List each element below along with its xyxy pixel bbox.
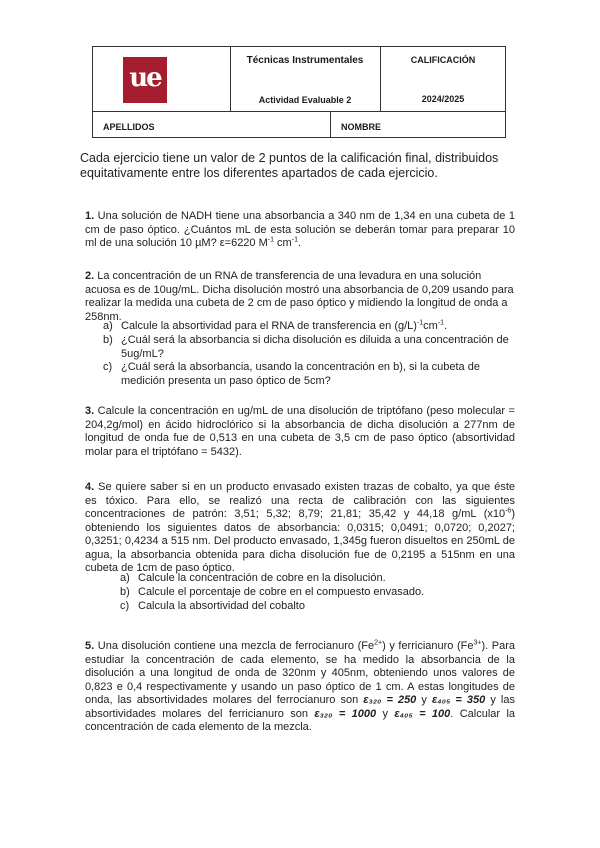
superscript: -1 xyxy=(291,236,298,244)
item-text xyxy=(121,320,447,334)
exercise-text: La concentración de un RNA de transferencia de una levadura en una solución acuosa es de 10ug/mL. Dicha disolución mostró una absorbancia de 0,209 usando para realizar la medida una cubeta de 2 cm de paso óptico y midiendo la longitud de onda a 258nm. xyxy=(85,270,514,323)
superscript: -6 xyxy=(505,507,512,515)
item-text: Calcule el porcentaje de cobre en el compuesto envasado. xyxy=(138,586,425,598)
exercise-number: 2. xyxy=(85,270,95,282)
exercise-text: ) y ferricianuro (Fe xyxy=(382,640,474,652)
surname-label: APELLIDOS xyxy=(103,122,155,132)
punctuation: . xyxy=(297,237,302,249)
ex2-item-b xyxy=(103,334,515,362)
exercise-number: 4. xyxy=(85,481,95,493)
superscript: -1 xyxy=(267,236,274,244)
exercise-text-cont: ) obteniendo los siguientes datos de absorbancia: 0,0315; 0,0491; 0,0720; 0,2027; 0,3251; 0,4234 a 515 nm. Del producto envasado, 1,345g fueron disueltos en 250mL de agua, la absorbancia obtenida para dicha disolución fue de 0,2195 a 515nm en una cubeta de 1cm de paso óptico. xyxy=(85,508,515,574)
item-text: Calcula la absortividad del cobalto xyxy=(138,600,305,612)
divider xyxy=(330,111,331,138)
exercise-text: y xyxy=(416,694,432,706)
superscript: -1 xyxy=(437,319,445,327)
instructions: Cada ejercicio tiene un valor de 2 puntos de la calificación final, distribuidos equitativamente entre los diferentes apartados de cada ejercicio. xyxy=(80,151,499,180)
exercise-number: 3. xyxy=(85,405,95,417)
item-label: c) xyxy=(120,600,130,612)
ex2-item-a xyxy=(103,320,515,334)
activity-title: Actividad Evaluable 2 xyxy=(258,95,352,105)
ex4-item-b xyxy=(120,586,515,600)
exercise-text: Se quiere saber si en un producto envasado existen trazas de cobalto, ya que éste es tóxico. Para ello, se realizó una recta de calibración con las siguientes concentraciones de patrón: 3,51; 5,32; 8,79; 21,81; 35,42 y 44,18 g/mL (x10 xyxy=(85,481,515,520)
exercise-text: y las absortividades molares del ferricianuro son xyxy=(85,694,515,720)
item-text: Calcule la concentración de cobre en la disolución. xyxy=(138,572,386,584)
academic-year: 2024/2025 xyxy=(421,94,465,104)
exercise-text: . Calcular la concentración de cada elemento de la mezcla. xyxy=(85,707,516,733)
formula: ε₃₂₀ = 250 xyxy=(363,694,417,706)
exercise-text: ). Para estudiar la concentración de cada elemento, se ha medido la absorbancia de la disolución a una longitud de onda de 320nm y 405nm, obteniendo unos valores de 0,823 e 0,4 respectivamente y usando un paso óptico de 1 cm. A estas longitudes de onda, las absortividades molares del ferrocianuro son xyxy=(85,640,515,706)
header-table xyxy=(92,46,506,138)
exercise-text: Una disolución contiene una mezcla de ferrocianuro (Fe xyxy=(94,640,375,652)
item-label: b) xyxy=(120,586,130,598)
grade-label: CALIFICACIÓN xyxy=(410,55,476,65)
ex4-item-c xyxy=(120,600,515,614)
exercise-number: 1. xyxy=(85,210,95,222)
formula: ε₄₀₅ = 100 xyxy=(394,707,451,720)
item-text: ¿Cuál será la absorbancia, usando la concentración en b), si la cubeta de medición presenta un paso óptico de 5cm? xyxy=(121,361,480,387)
item-label: a) xyxy=(103,320,113,332)
exercise-1 xyxy=(85,210,515,251)
divider xyxy=(93,111,505,112)
formula: ε₄₀₅ = 350 xyxy=(431,694,486,706)
name-label: NOMBRE xyxy=(341,122,381,132)
ex4-item-a xyxy=(120,572,515,586)
exercise-4 xyxy=(85,481,515,576)
ex2-item-c xyxy=(103,361,515,389)
item-label: c) xyxy=(103,361,113,373)
punctuation: . xyxy=(444,320,448,332)
superscript: 3+ xyxy=(473,639,482,647)
subject-title: Técnicas Instrumentales xyxy=(246,55,364,66)
exercise-text: Calcule la concentración en ug/mL de una disolución de triptófano (peso molecular = 204,2g/mol) en ácido hidroclórico si la absorbancia de dicha disolución a 277nm de longitud de onda fue de 0,513 en una cubeta de 3,5 cm de paso óptico (absortividad molar para el triptófano = 5432). xyxy=(85,405,515,458)
superscript: -1 xyxy=(416,319,424,327)
item-label: a) xyxy=(120,572,130,584)
item-text: ¿Cuál será la absorbancia si dicha disolución es diluida a una concentración de 5ug/mL? xyxy=(121,334,509,360)
exercise-text: Una solución de NADH tiene una absorbancia a 340 nm de 1,34 en una cubeta de 1 cm de paso óptico. ¿Cuántos mL de esta solución se deberán tomar para preparar 10 ml de una solución 10 µM? ε=6220 M xyxy=(85,210,515,249)
unit-text: cm xyxy=(274,237,292,249)
exercise-text: y xyxy=(376,707,395,720)
exercise-number: 5. xyxy=(85,640,95,652)
item-text-main: Calcule la absortividad para el RNA de transferencia en (g/L) xyxy=(121,320,417,332)
superscript: 2+ xyxy=(374,639,383,647)
university-logo xyxy=(123,57,167,103)
unit-text: cm xyxy=(423,320,438,332)
formula: ε₃₂₀ = 1000 xyxy=(314,707,377,720)
exercise-3 xyxy=(85,405,515,459)
logo-text: ue xyxy=(129,63,161,93)
exercise-5 xyxy=(85,640,515,735)
item-label: b) xyxy=(103,334,113,346)
